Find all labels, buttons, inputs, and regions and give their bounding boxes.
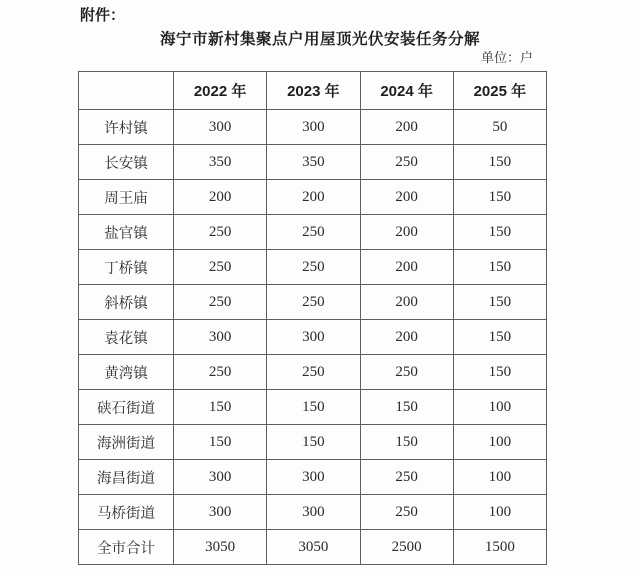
value-cell: 150 <box>453 180 546 215</box>
table-row <box>79 285 547 320</box>
value-cell: 200 <box>360 285 453 320</box>
value-cell: 250 <box>174 355 267 390</box>
value-cell: 250 <box>267 250 360 285</box>
town-name-cell: 全市合计 <box>79 530 174 565</box>
value-cell: 200 <box>360 110 453 145</box>
value-cell: 300 <box>174 110 267 145</box>
year-header-2024: 2024 年 <box>360 72 453 110</box>
table-row <box>79 145 547 180</box>
value-cell: 150 <box>453 145 546 180</box>
value-cell: 150 <box>267 390 360 425</box>
value-cell: 250 <box>267 285 360 320</box>
town-name-cell: 黄湾镇 <box>79 355 174 390</box>
town-name-cell: 斜桥镇 <box>79 285 174 320</box>
value-cell: 300 <box>267 460 360 495</box>
value-cell: 350 <box>174 145 267 180</box>
value-cell: 250 <box>360 145 453 180</box>
town-name-cell: 盐官镇 <box>79 215 174 250</box>
table-row <box>79 250 547 285</box>
value-cell: 1500 <box>453 530 546 565</box>
town-name-cell: 丁桥镇 <box>79 250 174 285</box>
total-row <box>79 530 547 565</box>
value-cell: 250 <box>360 460 453 495</box>
table-body <box>79 110 547 565</box>
town-name-cell: 袁花镇 <box>79 320 174 355</box>
value-cell: 200 <box>360 320 453 355</box>
year-header-2022: 2022 年 <box>174 72 267 110</box>
value-cell: 2500 <box>360 530 453 565</box>
value-cell: 250 <box>174 250 267 285</box>
value-cell: 150 <box>174 425 267 460</box>
table-row <box>79 180 547 215</box>
value-cell: 200 <box>267 180 360 215</box>
value-cell: 250 <box>267 215 360 250</box>
town-name-cell: 长安镇 <box>79 145 174 180</box>
value-cell: 250 <box>174 215 267 250</box>
town-name-cell: 许村镇 <box>79 110 174 145</box>
table-row <box>79 460 547 495</box>
town-name-cell: 海昌街道 <box>79 460 174 495</box>
page-title: 海宁市新村集聚点户用屋顶光伏安装任务分解 <box>159 31 480 48</box>
town-name-cell: 马桥街道 <box>79 495 174 530</box>
value-cell: 3050 <box>174 530 267 565</box>
value-cell: 100 <box>453 495 546 530</box>
value-cell: 100 <box>453 390 546 425</box>
table-row <box>79 425 547 460</box>
value-cell: 150 <box>267 425 360 460</box>
table-row <box>79 320 547 355</box>
town-name-cell: 硖石街道 <box>79 390 174 425</box>
unit-label: 单位：户 <box>480 50 533 65</box>
value-cell: 150 <box>453 285 546 320</box>
value-cell: 250 <box>267 355 360 390</box>
town-name-cell: 海洲街道 <box>79 425 174 460</box>
table-row <box>79 495 547 530</box>
value-cell: 100 <box>453 425 546 460</box>
value-cell: 3050 <box>267 530 360 565</box>
value-cell: 150 <box>453 320 546 355</box>
value-cell: 200 <box>174 180 267 215</box>
table-row <box>79 110 547 145</box>
value-cell: 150 <box>360 390 453 425</box>
value-cell: 300 <box>267 110 360 145</box>
year-header-2025: 2025 年 <box>453 72 546 110</box>
value-cell: 200 <box>360 250 453 285</box>
value-cell: 200 <box>360 215 453 250</box>
year-header-2023: 2023 年 <box>267 72 360 110</box>
corner-cell <box>79 72 174 110</box>
table-row <box>79 355 547 390</box>
value-cell: 100 <box>453 460 546 495</box>
table-row <box>79 390 547 425</box>
value-cell: 350 <box>267 145 360 180</box>
town-name-cell: 周王庙 <box>79 180 174 215</box>
table-header <box>79 72 547 110</box>
header-row <box>79 72 547 110</box>
value-cell: 150 <box>453 355 546 390</box>
value-cell: 300 <box>267 320 360 355</box>
value-cell: 300 <box>174 495 267 530</box>
value-cell: 300 <box>267 495 360 530</box>
value-cell: 250 <box>360 495 453 530</box>
value-cell: 300 <box>174 460 267 495</box>
table-row <box>79 215 547 250</box>
value-cell: 250 <box>360 355 453 390</box>
value-cell: 150 <box>453 215 546 250</box>
value-cell: 50 <box>453 110 546 145</box>
value-cell: 150 <box>360 425 453 460</box>
value-cell: 300 <box>174 320 267 355</box>
value-cell: 150 <box>174 390 267 425</box>
value-cell: 250 <box>174 285 267 320</box>
attachment-label: 附件： <box>80 7 126 24</box>
task-table <box>78 71 547 565</box>
value-cell: 200 <box>360 180 453 215</box>
value-cell: 150 <box>453 250 546 285</box>
